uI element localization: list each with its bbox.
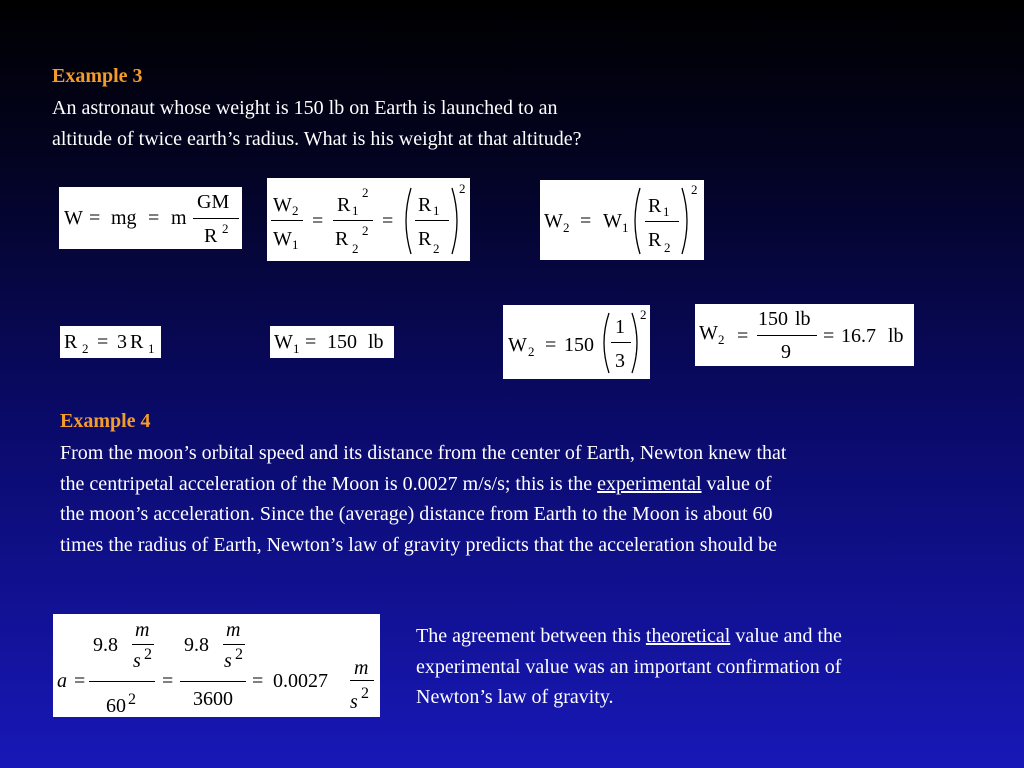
eq3-bar xyxy=(645,221,679,222)
eq6-numerator: 1 xyxy=(615,316,625,338)
eq2-left-paren xyxy=(401,186,413,256)
eq2-w-den: W xyxy=(273,228,292,250)
eq6-w2: W xyxy=(508,334,527,356)
eq8-result-m: m xyxy=(354,657,369,679)
eq2-w-num: W xyxy=(273,194,292,216)
eq2-r-den: R xyxy=(335,228,349,250)
eq5-w1: W xyxy=(274,331,293,353)
eq3-r-num-sub: 1 xyxy=(663,204,670,219)
eq7-bar xyxy=(757,335,817,336)
eq8-n1-small-bar xyxy=(132,644,154,645)
eq2-paren-r-num-sub: 1 xyxy=(433,203,440,218)
eq6-w2-sub: 2 xyxy=(528,344,535,359)
example4-line2a: the centripetal acceleration of the Moon is 0.0027 m/s/s; this is the xyxy=(60,472,598,495)
eq5-w1-sub: 1 xyxy=(293,341,300,356)
equation-moon-acceleration xyxy=(53,614,380,717)
eq3-r-den: R xyxy=(648,229,662,251)
eq7-unit: lb xyxy=(888,325,904,347)
eq1-denominator: R xyxy=(204,225,218,247)
eq1-fraction-bar xyxy=(193,218,239,219)
example3-text xyxy=(52,93,581,154)
eq2-bar2 xyxy=(333,220,373,221)
eq8-equals1: = xyxy=(74,670,86,692)
example4-heading: Example 4 xyxy=(60,410,151,432)
example4-line2b: value of xyxy=(701,472,772,495)
eq1-m: m xyxy=(171,207,187,229)
eq8-result-bar xyxy=(350,680,374,681)
eq8-result: 0.0027 xyxy=(273,670,328,692)
eq8-equals2: = xyxy=(162,670,174,692)
eq2-w-den-sub: 1 xyxy=(292,237,299,252)
equation-weight-ratio xyxy=(267,178,470,261)
eq2-equals1: = xyxy=(312,210,324,232)
conclusion-line3: Newton’s law of gravity. xyxy=(416,686,614,708)
eq8-equals3: = xyxy=(252,670,264,692)
eq8-result-s: s xyxy=(350,691,358,713)
eq1-w: W xyxy=(64,207,83,229)
equation-w2 xyxy=(540,180,704,260)
eq8-bar1 xyxy=(89,681,155,682)
example3-heading: Example 3 xyxy=(52,65,143,87)
eq6-exp: 2 xyxy=(640,307,647,322)
conclusion-line2: experimental value was an important confirmation of xyxy=(416,655,842,678)
eq7-num: 150 xyxy=(758,308,788,330)
eq8-d2: 3600 xyxy=(193,688,233,710)
eq8-n1-s: s xyxy=(133,650,141,672)
example4-line3: the moon’s acceleration. Since the (average) distance from Earth to the Moon is about 60 xyxy=(60,503,773,525)
experimental-underlined: experimental xyxy=(597,472,702,495)
eq1-equals2: = xyxy=(148,207,160,229)
eq1-mg: mg xyxy=(111,207,137,229)
theoretical-underlined: theoretical xyxy=(645,625,731,647)
eq2-paren-r-den-sub: 2 xyxy=(433,241,440,256)
eq3-equals: = xyxy=(580,210,592,232)
eq2-paren-r-num: R xyxy=(418,194,432,216)
eq8-n2-s: s xyxy=(224,650,232,672)
example4-line4: times the radius of Earth, Newton’s law of gravity predicts that the acceleration should be xyxy=(60,533,778,556)
eq6-bar xyxy=(611,342,631,343)
example4-text xyxy=(60,438,786,560)
eq2-paren-r-den: R xyxy=(418,228,432,250)
conclusion-line1b: value and the xyxy=(730,625,842,647)
eq5-unit: lb xyxy=(368,331,384,353)
eq6-coef: 150 xyxy=(564,334,594,356)
eq7-equals2: = xyxy=(823,325,835,347)
eq4-equals: = xyxy=(97,331,109,353)
eq2-r-den-exp: 2 xyxy=(362,223,369,238)
eq4-r1-sub: 1 xyxy=(148,341,155,356)
eq6-equals: = xyxy=(545,334,557,356)
eq8-d1: 60 xyxy=(106,695,126,717)
eq3-r-den-sub: 2 xyxy=(664,240,671,255)
eq2-bar3 xyxy=(415,220,449,221)
eq3-w2-sub: 2 xyxy=(563,220,570,235)
eq3-w1: W xyxy=(603,210,622,232)
eq8-n1-m: m xyxy=(135,619,150,641)
eq3-w2: W xyxy=(544,210,563,232)
eq7-den: 9 xyxy=(781,341,791,363)
example3-line2: altitude of twice earth’s radius. What is his weight at that altitude? xyxy=(52,127,582,150)
eq4-r1: R xyxy=(130,331,144,353)
eq4-r2: R xyxy=(64,331,78,353)
eq6-left-paren xyxy=(599,311,611,375)
equation-w1 xyxy=(270,326,394,358)
eq3-w1-sub: 1 xyxy=(622,220,629,235)
eq3-exp: 2 xyxy=(691,182,698,197)
equation-w2-numeric xyxy=(503,305,650,379)
conclusion-line1a: The agreement between this xyxy=(416,625,646,647)
eq8-n2: 9.8 xyxy=(184,634,209,656)
eq8-bar2 xyxy=(180,681,246,682)
eq6-denominator: 3 xyxy=(615,350,625,372)
eq2-w-num-sub: 2 xyxy=(292,203,299,218)
conclusion-text xyxy=(416,621,842,713)
eq5-value: 150 xyxy=(327,331,357,353)
eq4-coef: 3 xyxy=(117,331,127,353)
eq8-n2-m: m xyxy=(226,619,241,641)
conclusion-line1 xyxy=(416,621,842,652)
eq2-r-num-sub: 1 xyxy=(352,203,359,218)
equation-w2-result xyxy=(695,304,914,366)
eq2-r-num-exp: 2 xyxy=(362,185,369,200)
eq7-w2-sub: 2 xyxy=(718,332,725,347)
eq3-r-num: R xyxy=(648,195,662,217)
eq7-result: 16.7 xyxy=(841,325,876,347)
eq2-equals2: = xyxy=(382,210,394,232)
eq8-n2-exp: 2 xyxy=(235,646,243,663)
eq8-result-exp: 2 xyxy=(361,685,369,702)
eq7-num-unit: lb xyxy=(795,308,811,330)
eq8-a: a xyxy=(57,670,67,692)
eq2-right-paren xyxy=(450,186,462,256)
eq8-n1: 9.8 xyxy=(93,634,118,656)
eq7-w2: W xyxy=(699,322,718,344)
equation-r2 xyxy=(60,326,161,358)
example4-line2 xyxy=(60,469,786,500)
eq4-r2-sub: 2 xyxy=(82,341,89,356)
eq3-left-paren xyxy=(630,186,642,256)
eq5-equals: = xyxy=(305,331,317,353)
example4-line1: From the moon’s orbital speed and its distance from the center of Earth, Newton knew that xyxy=(60,442,787,464)
eq7-equals1: = xyxy=(737,325,749,347)
eq1-exponent: 2 xyxy=(222,221,229,236)
eq2-r-den-sub: 2 xyxy=(352,241,359,256)
eq8-n2-small-bar xyxy=(223,644,245,645)
eq1-equals1: = xyxy=(89,207,101,229)
eq2-paren-exp: 2 xyxy=(459,181,466,196)
eq8-n1-exp: 2 xyxy=(144,646,152,663)
eq1-numerator: GM xyxy=(197,191,230,213)
eq8-d1-exp: 2 xyxy=(128,691,136,708)
equation-weight-gravity xyxy=(59,187,242,249)
eq2-bar1 xyxy=(271,220,303,221)
example3-line1: An astronaut whose weight is 150 lb on Earth is launched to an xyxy=(52,97,558,119)
eq2-r-num: R xyxy=(337,194,351,216)
